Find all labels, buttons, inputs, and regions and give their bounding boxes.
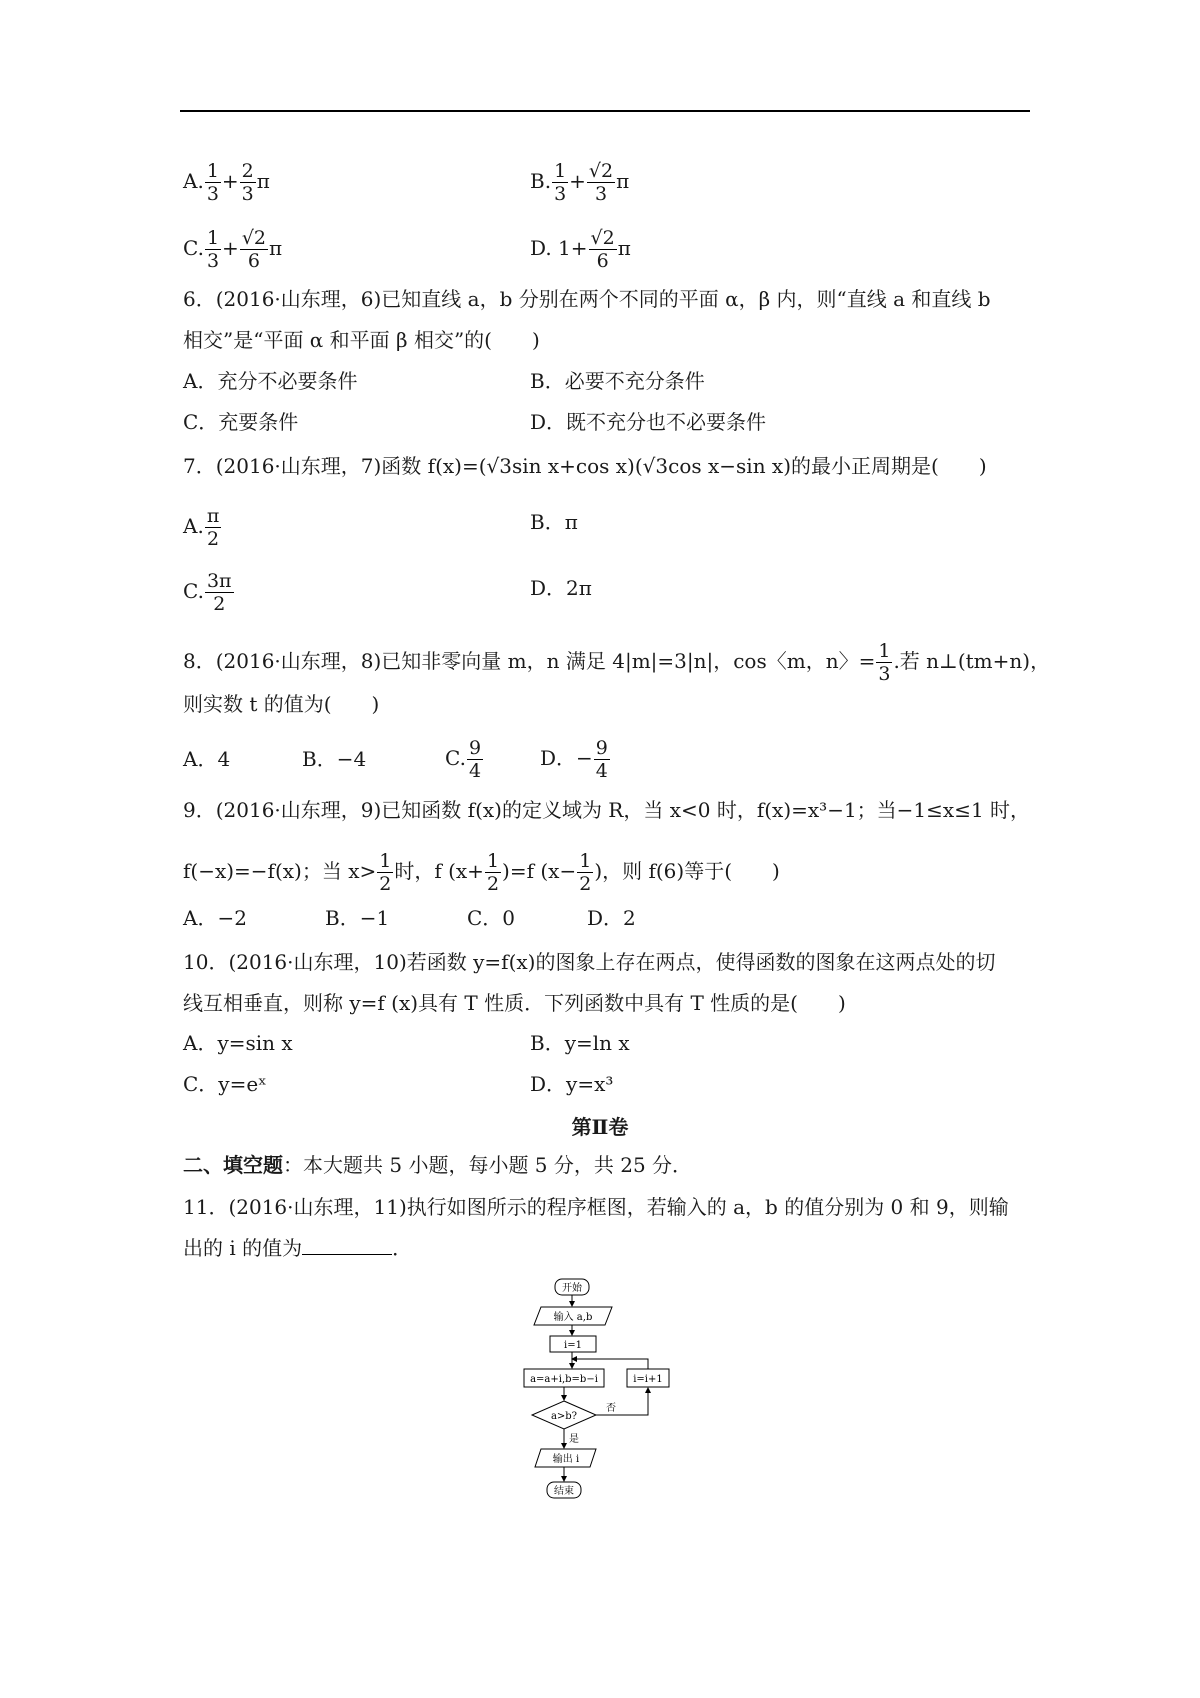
q9-option-d: D．2: [587, 906, 636, 930]
q6-stem-line2: 相交”是“平面 α 和平面 β 相交”的( ): [183, 328, 540, 352]
flow-init-label: i=1: [564, 1340, 582, 1351]
q10-option-d: D．y=x³: [530, 1072, 614, 1096]
q9-stem-line1: 9．(2016·山东理，9)已知函数 f(x)的定义域为 R，当 x<0 时，f(x)=x³−1；当−1≤x≤1 时，: [183, 798, 1031, 822]
q9-stem-line2: f(−x)=−f(x)；当 x> $\frac{1}{2}$ 时，f (x+ $\frac{1}{2}$ )=f (x− $\frac{1}{2}$ )，则 f(6)等于( ): [183, 850, 780, 895]
flow-increment-label: i=i+1: [633, 1374, 663, 1385]
q10-stem-line2: 线互相垂直，则称 y=f (x)具有 T 性质．下列函数中具有 T 性质的是( ): [183, 991, 846, 1015]
flow-decision-label: a>b?: [550, 1411, 578, 1422]
flow-no-label: 否: [606, 1403, 616, 1414]
q6-option-b: B．必要不充分条件: [530, 369, 705, 393]
q11-stem-line1: 11．(2016·山东理，11)执行如图所示的程序框图，若输入的 a，b 的值分别为 0 和 9，则输: [183, 1195, 1009, 1219]
flow-end-label: 结束: [554, 1486, 574, 1497]
flow-start-label: 开始: [562, 1283, 582, 1294]
flow-input-label: 输入 a,b: [553, 1312, 593, 1323]
q7-stem: 7．(2016·山东理，7)函数 f(x)=(√3sin x+cos x)(√3cos x−sin x)的最小正周期是( ): [183, 454, 987, 478]
q7-option-c: C. $\frac{3\pi}{2}$: [183, 570, 232, 615]
q7-option-b: B．π: [530, 510, 578, 534]
header-rule: [180, 110, 1030, 112]
q9-option-b: B．−1: [325, 906, 390, 930]
section-heading: 二、填空题：本大题共 5 小题，每小题 5 分，共 25 分．: [183, 1153, 693, 1177]
q10-option-c: C．y=eˣ: [183, 1072, 267, 1096]
flow-output-label: 输出 i: [552, 1454, 580, 1465]
section-title: 第Ⅱ卷: [571, 1115, 629, 1139]
q10-stem-line1: 10．(2016·山东理，10)若函数 y=f(x)的图象上存在两点，使得函数的图象在这两点处的切: [183, 950, 996, 974]
flow-update-label: a=a+i,b=b−i: [530, 1374, 598, 1385]
q8-option-a: A．4: [183, 747, 231, 771]
q5-option-a: A. $\frac{1}{3}$ + $\frac{2}{3}$ π: [183, 160, 270, 205]
q8-option-c: C. $\frac{9}{4}$: [445, 737, 482, 782]
q6-stem-line1: 6．(2016·山东理，6)已知直线 a，b 分别在两个不同的平面 α，β 内，则“直线 a 和直线 b: [183, 287, 991, 311]
q8-stem-line2: 则实数 t 的值为( ): [183, 692, 380, 716]
q11-stem-line2: 出的 i 的值为 ．: [183, 1236, 413, 1260]
q6-option-a: A．充分不必要条件: [183, 369, 358, 393]
q9-option-a: A．−2: [183, 906, 247, 930]
flow-yes-label: 是: [569, 1434, 579, 1445]
q6-option-d: D．既不充分也不必要条件: [530, 410, 767, 434]
q8-stem-line1: 8．(2016·山东理，8)已知非零向量 m，n 满足 4|m|=3|n|，cos〈m，n〉= $\frac{1}{3}$ .若 n⊥(tm+n)，: [183, 640, 1051, 685]
q8-option-d: D．− $\frac{9}{4}$: [540, 737, 608, 782]
q5-option-d: D. 1+ $\frac{√2}{6}$ π: [530, 227, 631, 272]
q6-option-c: C．充要条件: [183, 410, 299, 434]
q9-option-c: C．0: [467, 906, 516, 930]
q7-option-d: D．2π: [530, 576, 592, 600]
q5-option-b: B. $\frac{1}{3}$ + $\frac{√2}{3}$ π: [530, 160, 630, 205]
answer-blank: [302, 1234, 392, 1255]
q10-option-b: B．y=ln x: [530, 1031, 630, 1055]
q7-option-a: A. $\frac{\pi}{2}$: [183, 505, 220, 550]
program-flowchart: [520, 1275, 700, 1530]
q8-option-b: B．−4: [302, 747, 367, 771]
q10-option-a: A．y=sin x: [183, 1031, 293, 1055]
q5-option-c: C. $\frac{1}{3}$ + $\frac{√2}{6}$ π: [183, 227, 283, 272]
